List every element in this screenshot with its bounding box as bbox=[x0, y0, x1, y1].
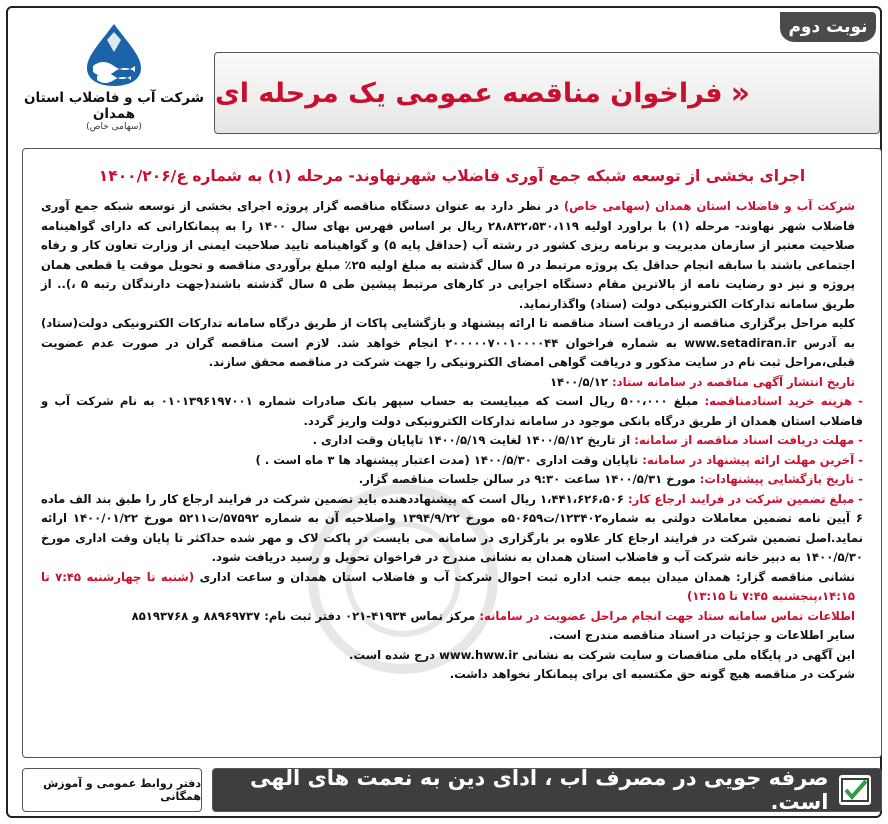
receive-deadline-text: از تاریخ ۱۴۰۰/۵/۱۲ لغایت ۱۴۰۰/۵/۱۹ تاپایان وقت اداری . bbox=[312, 433, 631, 447]
logo-company-name: شرکت آب و فاضلاب استان همدان bbox=[24, 90, 204, 122]
publish-date-label: تاریخ انتشار آگهی مناقصه در سامانه ستاد: bbox=[612, 374, 855, 389]
opening-date-text: مورخ ۱۴۰۰/۵/۳۱ ساعت ۹:۳۰ در سالن جلسات مناقصه گزار. bbox=[358, 472, 696, 486]
guarantee-paragraph bbox=[41, 490, 863, 568]
fee-label: - هزینه خرید اسنادمناقصه: bbox=[704, 394, 863, 408]
opening-date-label: - تاریخ بازگشایی پیشنهادات: bbox=[699, 472, 863, 486]
checkmark-icon bbox=[839, 775, 872, 805]
publish-date-value: ۱۴۰۰/۵/۱۲ bbox=[549, 374, 608, 389]
portal-text-part2: درج شده است. bbox=[349, 647, 436, 662]
tender-subtitle: اجرای بخشی از توسعه شبکه جمع آوری فاضلاب شهرنهاوند- مرحله (۱) به شماره ع/۱۴۰۰/۲۰۶ bbox=[98, 167, 806, 185]
setad-text-part1: کلیه مراحل برگزاری مناقصه از دریافت اسناد مناقصه تا ارائه پیشنهاد و بازگشایی پاکات از طریق درگاه سامانه تدارکات الکترونیکی دولت(ستاد) به آدرس bbox=[41, 316, 855, 350]
office-hours: (شنبه تا چهارشنبه ۷:۴۵ تا ۱۴:۱۵،پنجشنبه ۷:۴۵ تا ۱۳:۱۵) bbox=[41, 569, 855, 603]
receive-deadline-label: - مهلت دریافت اسناد مناقصه از سامانه: bbox=[634, 433, 863, 447]
logo-company-type: (سهامی خاص) bbox=[86, 122, 142, 132]
tender-body bbox=[22, 148, 882, 758]
chevron-double-icon: « bbox=[730, 75, 744, 111]
receive-deadline-line bbox=[41, 431, 863, 451]
water-drop-logo-icon bbox=[79, 22, 149, 88]
intro-paragraph bbox=[41, 197, 863, 314]
guarantee-text: ۱،۴۴۱،۶۲۶،۵۰۶ ریال است که پیشنهاددهنده باید تضمین شرکت در فرایند ارجاع کار را طبق بند الف ماده ۶ آیین نامه تضمین معاملات دولتی به شماره۱۲۳۴۰۲/ت۵۰۶۵۹ه مورخ ۱۳۹۴/۹/۲۲ واصلاحیه آن به شماره ۵۷۵۹۲/ت۵۲۱۱ مورخ ۱۴۰۰/۰۱/۲۲ ارائه نماید.اصل تضمین شرکت در فرایند ارجاع کار علاوه بر بارگزاری در سامانه می بایست در پاکت لاک و مهر شده حداکثر تا پایان وقت اداری مورخ ۱۴۰۰/۵/۳۰ به دبیر خانه شرکت آب و فاضلاب استان همدان به نشانی مندرج در فراخوان تحویل و رسید دریافت شود. bbox=[41, 491, 863, 564]
opening-date-line bbox=[41, 470, 863, 490]
address-paragraph bbox=[41, 568, 863, 607]
other-info-line: سایر اطلاعات و جزئیات در اسناد مناقصه مندرج است. bbox=[548, 628, 855, 642]
publish-date-line bbox=[41, 373, 863, 393]
title-banner bbox=[214, 52, 880, 134]
submit-deadline-text: تاپایان وقت اداری ۱۴۰۰/۵/۳۰ (مدت اعتبار پیشنهاد ها ۳ ماه است . ) bbox=[255, 452, 639, 467]
contact-label: اطلاعات تماس سامانه ستاد جهت انجام مراحل عضویت در سامانه: bbox=[479, 608, 855, 623]
fee-line bbox=[41, 392, 863, 431]
intro-text: در نظر دارد به عنوان دستگاه مناقصه گزار پروژه اجرای بخشی از توسعه شبکه جمع آوری فاضلاب شهر نهاوند- مرحله (۱) با براورد اولیه ۲۸،۸۳۲،۵۳۰،۱۱۹ ریال بر اساس فهرس بهای سال ۱۴۰۰ را به پیمانکارانی که دارای گواهینامه صلاحیت معتبر از سازمان مدیریت و برنامه ریزی کشور در رشته آب (حداقل پایه ۵) و گواهینامه تایید صلاحیت ایمنی از وزارت تعاون کار و رفاه اجتماعی باشند با سابقه انجام حداقل یک پروژه مرتبط در ۵ سال گذشته به مبلغ اولیه ۲۵٪ مبلغ برآوردی مناقصه و تحویل موقت یا قطعی همان پروژه و نیز دو رضایت نامه از بالاترین مقام دستگاه اجرایی در کارهای مرتبط پیشین طی ۵ سال گذشته باشند(جهت دارندگان رتبه ۵ ،).. از طریق سامانه تدارکات الکترونیکی دولت (ستاد) واگذارنماید. bbox=[41, 199, 856, 311]
fee-text: مبلغ ۵۰۰،۰۰۰ ریال است که میبایست به حساب سپهر بانک صادرات شماره ۰۱۰۱۳۹۶۱۹۷۰۰۱ به نام شرکت آب و فاضلاب استان همدان از طریق درگاه بانکی موجود در سامانه تدارکات الکترونیکی دولت واریز گردد. bbox=[41, 394, 863, 428]
public-relations-office: دفتر روابط عمومی و آموزش همگانی bbox=[22, 768, 202, 812]
address-text: نشانی مناقصه گزار: همدان میدان بیمه جنب اداره ثبت احوال شرکت آب و فاضلاب استان همدان و ساعت اداری bbox=[199, 569, 856, 584]
rights-line: شرکت در مناقصه هیچ گونه حق مکتسبه ای برای پیمانکار نخواهد داشت. bbox=[449, 667, 855, 681]
intro-company-name: شرکت آب و فاضلاب استان همدان (سهامی خاص) bbox=[563, 199, 855, 213]
portal-line bbox=[41, 646, 863, 666]
slogan-bar bbox=[212, 768, 882, 812]
slogan-text: صرفه جویی در مصرف آب ، ادای دین به نعمت های الهی است. bbox=[249, 766, 829, 814]
submit-deadline-label: - آخرین مهلت ارائه پیشنهاد در سامانه: bbox=[642, 452, 863, 467]
portal-url-link[interactable]: www.hww.ir bbox=[439, 647, 518, 662]
setad-text-part2: به شماره فراخوان ۲۰۰۰۰۰۷۰۰۱۰۰۰۰۴۴ انجام خواهد شد. لازم است مناقصه گران در صورت عدم عضویت قبلی،مراحل ثبت نام در سایت مذکور و دریافت گواهی امضای الکترونیکی را جهت شرکت در مناقصه محقق سازند. bbox=[41, 335, 855, 369]
setad-url-link[interactable]: www.setadiran.ir bbox=[684, 335, 797, 350]
guarantee-label: - مبلغ تضمین شرکت در فرایند ارجاع کار: bbox=[628, 491, 863, 506]
round-badge: نوبت دوم bbox=[780, 12, 876, 42]
portal-text-part1: این آگهی در پایگاه ملی مناقصات و سایت شرکت به نشانی bbox=[522, 647, 855, 662]
submit-deadline-line bbox=[41, 451, 863, 471]
contact-line bbox=[41, 607, 863, 627]
contact-text: مرکز تماس ۴۱۹۳۴-۰۲۱ دفتر ثبت نام: ۸۸۹۶۹۷۳۷ و ۸۵۱۹۳۷۶۸ bbox=[131, 608, 476, 623]
page-title: فراخوان مناقصه عمومی یک مرحله ای bbox=[215, 77, 723, 109]
company-logo bbox=[24, 22, 204, 132]
advertisement-frame bbox=[6, 6, 882, 818]
setad-paragraph bbox=[41, 314, 863, 373]
